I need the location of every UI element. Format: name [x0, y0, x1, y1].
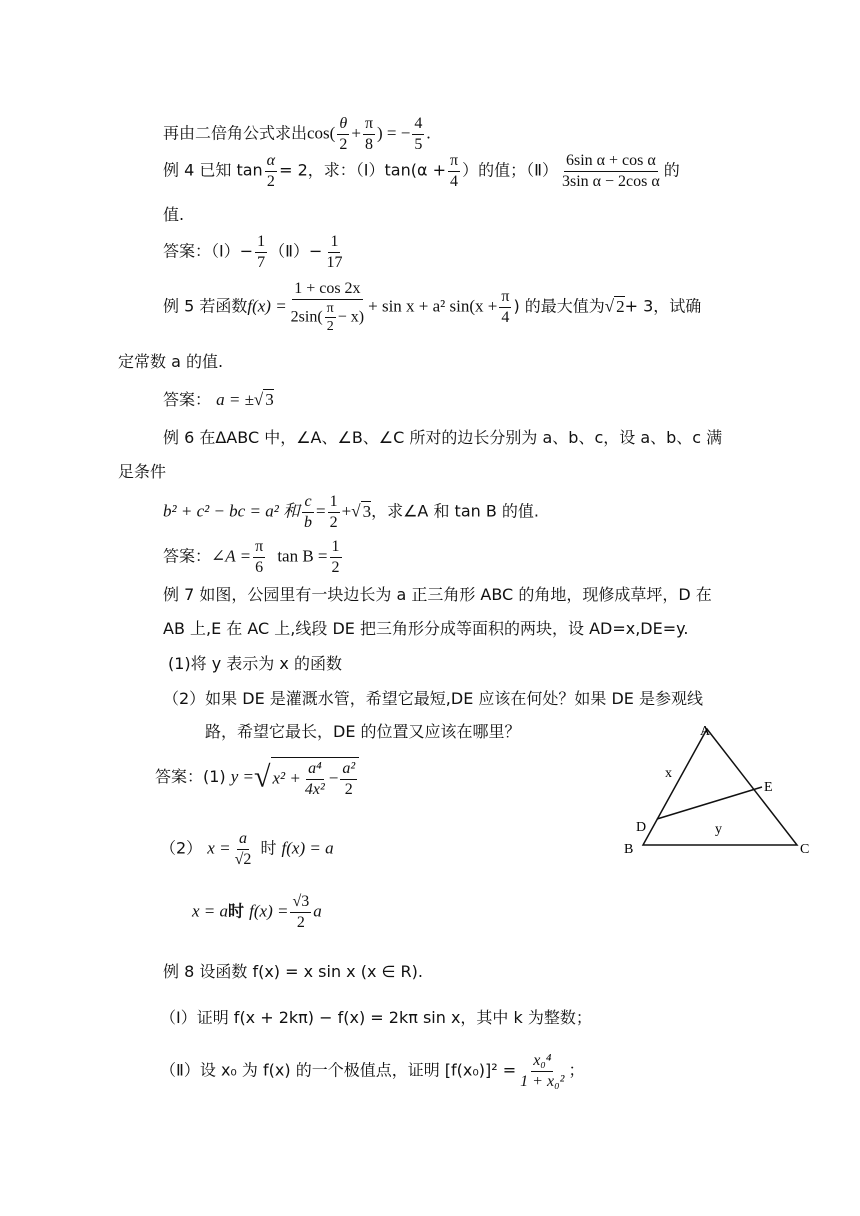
den: 6	[255, 558, 264, 576]
expr: f(x) =	[247, 296, 287, 316]
example-7-line2: AB 上,E 在 AC 上,线段 DE 把三角形分成等面积的两块，设 AD=x,DE=y.	[163, 619, 689, 638]
example-7-q2b: 路，希望它最长，DE 的位置又应该在哪里？	[205, 722, 521, 741]
answer-7-part2b	[192, 893, 322, 931]
num: 6sin α + cos α	[564, 152, 658, 172]
sqrt-sign: √	[604, 296, 615, 316]
fraction	[337, 115, 349, 153]
label-x: x	[665, 766, 672, 781]
op: ) = −	[377, 123, 411, 143]
label-c: C	[800, 842, 810, 857]
example-7-line1: 例 7 如图，公园里有一块边长为 a 正三角形 ABC 的角地，现修成草坪，D 在	[163, 585, 712, 604]
fraction	[302, 493, 314, 531]
expr: ∠A =	[211, 546, 252, 566]
num: π	[253, 538, 265, 558]
text: ) 的最大值为	[513, 296, 605, 316]
num: π	[363, 115, 375, 135]
text: 答案：(1)	[155, 767, 226, 787]
expr: y =	[230, 767, 255, 787]
den: 5	[414, 135, 423, 153]
text: ；	[568, 1060, 585, 1080]
fraction	[499, 288, 511, 326]
num: 1	[328, 233, 340, 253]
text: ，求∠A 和 tan B 的值.	[371, 501, 539, 521]
punct: .	[426, 123, 431, 143]
num: 1	[255, 233, 267, 253]
example-6-line2: 足条件	[118, 462, 167, 481]
fraction	[328, 493, 340, 531]
fraction	[330, 538, 342, 576]
fraction	[290, 893, 311, 931]
example-8-q1	[160, 1008, 592, 1027]
num: π	[499, 288, 511, 308]
label-a: A	[700, 724, 711, 739]
text: （2）	[160, 838, 203, 858]
example-4-line2: 值.	[163, 205, 185, 224]
example-6-line3	[163, 493, 539, 531]
answer-7-part2a	[160, 830, 334, 868]
text: 答案：（Ⅰ）−	[163, 241, 254, 261]
num: a²	[340, 760, 357, 780]
label-d: D	[636, 820, 647, 835]
text: 例 8 设函数 f(x) = x sin x (x ∈ R).	[163, 962, 423, 981]
fraction	[289, 280, 366, 334]
expr: b² + c² − bc = a² 和	[163, 501, 301, 521]
text: 例 5 若函数	[163, 296, 248, 316]
den-text: 2sin(	[290, 308, 323, 326]
expr: x = a	[192, 901, 229, 921]
fraction	[325, 301, 336, 335]
text: 例 4 已知 tan	[163, 160, 263, 180]
text: 答案：	[163, 390, 212, 409]
text: 时	[260, 838, 277, 858]
text: 再由二倍角公式求出	[163, 123, 308, 143]
den-text: − x)	[337, 308, 365, 326]
den: b	[304, 513, 313, 531]
den: 2	[326, 318, 334, 334]
label-y: y	[715, 822, 722, 837]
den: 17	[326, 253, 343, 271]
example-6-line1: 例 6 在ΔABC 中，∠A、∠B、∠C 所对的边长分别为 a、b、c，设 a、b、c 满	[163, 428, 723, 447]
expr: a = ±	[216, 390, 254, 409]
fraction	[253, 538, 265, 576]
den: 2	[331, 558, 340, 576]
text: + 3，试确	[624, 296, 702, 316]
example-8-line1	[163, 962, 423, 981]
triangle-figure	[610, 715, 820, 865]
expr: tan B =	[277, 546, 328, 566]
example-7-q1: (1)将 y 表示为 x 的函数	[168, 654, 342, 673]
num: 1 + cos 2x	[292, 280, 362, 300]
num: √3	[290, 893, 311, 913]
expr: x =	[207, 838, 231, 858]
op: +	[351, 123, 361, 143]
example-8-q2	[160, 1052, 584, 1090]
fraction	[363, 115, 375, 153]
den: 2	[296, 913, 305, 931]
den: 7	[257, 253, 266, 271]
sqrt-sign: √	[253, 390, 264, 409]
example-5-line2: 定常数 a 的值.	[118, 352, 224, 371]
example-5	[163, 280, 701, 334]
text: 答案：	[163, 546, 212, 566]
text: 时	[228, 901, 245, 921]
answer-6	[163, 538, 344, 576]
expr: f(x) =	[249, 901, 289, 921]
expr: + sin x + a² sin(x +	[368, 296, 498, 316]
sqrt-sign: √	[351, 501, 361, 521]
line-double-angle	[163, 115, 431, 153]
text: （Ⅱ）设 x₀ 为 f(x) 的一个极值点，证明 [f(x₀)]² =	[160, 1060, 517, 1080]
answer-4	[163, 233, 346, 271]
fraction	[448, 152, 460, 190]
den: 3sin α − 2cos α	[561, 172, 660, 190]
fraction	[412, 115, 424, 153]
num: 1	[328, 493, 340, 513]
text: 的	[663, 160, 680, 180]
den: 4	[501, 308, 510, 326]
answer-5	[163, 390, 274, 410]
expr: f(x) = a	[281, 838, 334, 858]
label-b: B	[624, 842, 634, 857]
sqrt-arg: 3	[265, 390, 274, 409]
fraction	[560, 152, 662, 190]
op: =	[316, 501, 326, 521]
num: a	[237, 830, 249, 850]
den: √2	[234, 850, 252, 868]
fraction	[255, 233, 267, 271]
num: a⁴	[306, 760, 324, 780]
den	[289, 300, 366, 335]
sqrt-arg	[271, 757, 360, 798]
num: x₀⁴	[531, 1052, 553, 1072]
text: （Ⅰ）证明 f(x + 2kπ) − f(x) = 2kπ sin x，其中 k 为整数；	[160, 1008, 592, 1027]
fraction	[324, 233, 344, 271]
num: α	[265, 152, 277, 172]
op: −	[328, 768, 339, 788]
expr: x² +	[272, 768, 301, 788]
text: （Ⅰ）tan(α +	[355, 160, 446, 180]
text: = 2，求：	[279, 160, 356, 180]
den: 1 + x₀²	[520, 1072, 565, 1090]
fraction	[233, 830, 254, 868]
den: 2	[344, 780, 353, 798]
label-e: E	[764, 780, 773, 795]
expr: a	[313, 901, 322, 921]
example-4	[163, 152, 680, 190]
den: 4	[450, 172, 459, 190]
den: 2	[339, 135, 348, 153]
expr: cos(	[307, 123, 336, 143]
den: 8	[364, 135, 373, 153]
text: （Ⅱ）−	[269, 241, 323, 261]
den: 2	[266, 172, 275, 190]
sqrt-arg: 3	[362, 501, 372, 521]
fraction	[340, 760, 357, 798]
example-7-q2a: （2）如果 DE 是灌溉水管，希望它最短,DE 应该在何处？如果 DE 是参观线	[163, 689, 703, 708]
answer-7-part1	[155, 757, 359, 798]
sqrt-sign: √	[254, 760, 271, 794]
num: 4	[412, 115, 424, 135]
fraction	[518, 1052, 566, 1090]
num: θ	[337, 115, 349, 135]
sqrt-arg: 2	[616, 296, 625, 316]
op: +	[341, 501, 352, 521]
fraction	[303, 760, 327, 798]
fraction	[265, 152, 277, 190]
den: 4x²	[304, 780, 325, 798]
num: c	[302, 493, 313, 513]
num: 1	[330, 538, 342, 558]
num: π	[448, 152, 460, 172]
den: 2	[329, 513, 338, 531]
num: π	[325, 301, 336, 318]
text: ）的值；（Ⅱ）	[462, 160, 558, 180]
